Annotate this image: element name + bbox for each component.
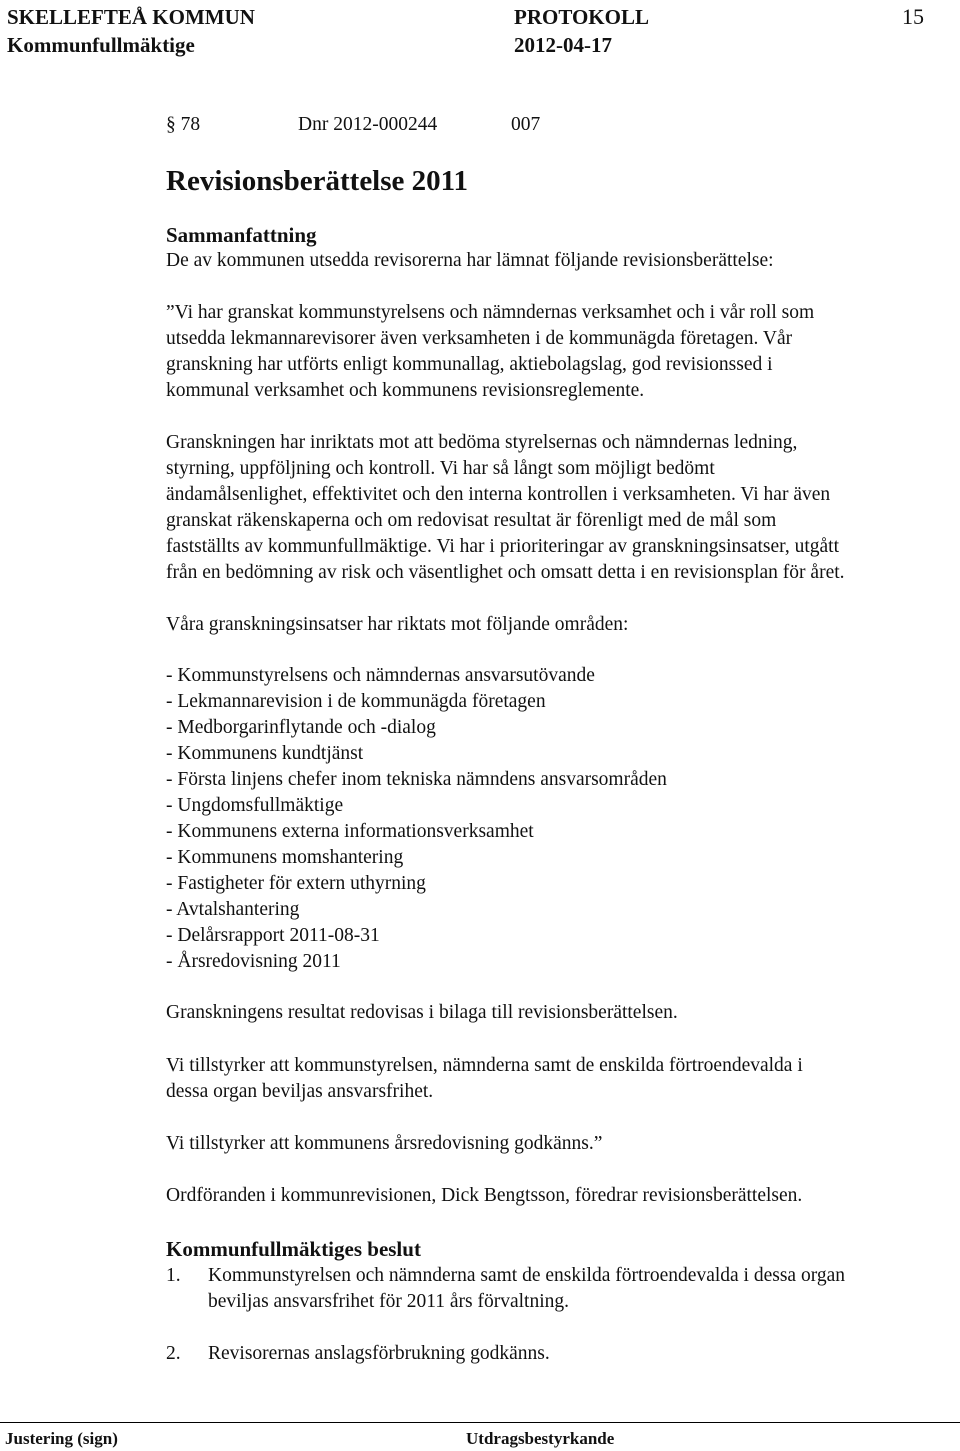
list-item: - Fastigheter för extern uthyrning <box>166 873 426 894</box>
list-item: - Avtalshantering <box>166 899 300 920</box>
text-line: Kommunstyrelsen och nämnderna samt de enskilda förtroendevalda i dessa organ <box>208 1265 845 1286</box>
municipality-name: SKELLEFTEÅ KOMMUN <box>7 5 255 29</box>
list-item: - Medborgarinflytande och -dialog <box>166 717 436 738</box>
decision-number: 2. <box>166 1343 181 1364</box>
summary-heading: Sammanfattning <box>166 223 317 247</box>
list-item: - Lekmannarevision i de kommunägda företagen <box>166 691 546 712</box>
list-item: - Kommunstyrelsens och nämndernas ansvarsutövande <box>166 665 595 686</box>
list-item: - Kommunens kundtjänst <box>166 743 364 764</box>
audit-areas-list <box>166 663 667 975</box>
document-type: PROTOKOLL <box>514 5 649 29</box>
list-item: - Kommunens momshantering <box>166 847 404 868</box>
registration-number: Dnr 2012-000244 <box>298 114 438 135</box>
result-statement: Granskningens resultat redovisas i bilaga till revisionsberättelsen. <box>166 1002 678 1023</box>
decision-heading: Kommunfullmäktiges beslut <box>166 1237 421 1261</box>
list-item: - Delårsrapport 2011-08-31 <box>166 925 380 946</box>
text-line: beviljas ansvarsfrihet för 2011 års förvaltning. <box>208 1291 570 1312</box>
signature-label: Justering (sign) <box>5 1429 118 1448</box>
document-date: 2012-04-17 <box>514 33 612 57</box>
page-number: 15 <box>902 4 924 29</box>
text-line: dessa organ beviljas ansvarsfrihet. <box>166 1081 434 1102</box>
section-reference <box>166 112 540 138</box>
footer-divider <box>0 1422 960 1423</box>
governing-body: Kommunfullmäktige <box>7 33 195 57</box>
list-item: - Årsredovisning 2011 <box>166 951 341 972</box>
text-line: Granskningen har inriktats mot att bedöma styrelsernas och nämndernas ledning, <box>166 432 798 453</box>
text-line: Revisorernas anslagsförbrukning godkänns. <box>208 1343 550 1364</box>
text-line: Vi tillstyrker att kommunstyrelsen, nämnderna samt de enskilda förtroendevalda i <box>166 1055 803 1076</box>
summary-intro: De av kommunen utsedda revisorerna har lämnat följande revisionsberättelse: <box>166 250 774 271</box>
areas-intro: Våra granskningsinsatser har riktats mot följande områden: <box>166 614 629 635</box>
text-line: kommunal verksamhet och kommunens revisionsreglemente. <box>166 380 645 401</box>
list-item: - Kommunens externa informationsverksamhet <box>166 821 534 842</box>
classification-code: 007 <box>511 114 541 135</box>
list-item: - Ungdomsfullmäktige <box>166 795 344 816</box>
certification-label: Utdragsbestyrkande <box>466 1429 615 1448</box>
text-line: utsedda lekmannarevisorer även verksamheten i de kommunägda företagen. Vår <box>166 328 793 349</box>
text-line: granskat räkenskaperna och om redovisat resultat är förenligt med de mål som <box>166 510 777 531</box>
paragraph-number: § 78 <box>166 114 201 135</box>
recommendation-approval: Vi tillstyrker att kommunens årsredovisning godkänns.” <box>166 1133 603 1154</box>
text-line: ”Vi har granskat kommunstyrelsens och nämndernas verksamhet och i vår roll som <box>166 302 815 323</box>
text-line: fastställts av kommunfullmäktige. Vi har i prioriteringar av granskningsinsatser, utgått <box>166 536 840 557</box>
text-line: granskning har utförts enligt kommunallag, aktiebolagslag, god revisionssed i <box>166 354 773 375</box>
text-line: styrning, uppföljning och kontroll. Vi har så långt som möjligt bedömt <box>166 458 715 479</box>
decision-number: 1. <box>166 1265 181 1286</box>
presenter-note: Ordföranden i kommunrevisionen, Dick Bengtsson, föredrar revisionsberättelsen. <box>166 1185 803 1206</box>
list-item: - Första linjens chefer inom tekniska nämndens ansvarsområden <box>166 769 667 790</box>
text-line: ändamålsenlighet, effektivitet och den interna kontrollen i verksamheten. Vi har även <box>166 484 831 505</box>
text-line: från en bedömning av risk och väsentlighet och omsatt detta i en revisionsplan för året. <box>166 562 845 583</box>
page-title: Revisionsberättelse 2011 <box>166 165 469 197</box>
